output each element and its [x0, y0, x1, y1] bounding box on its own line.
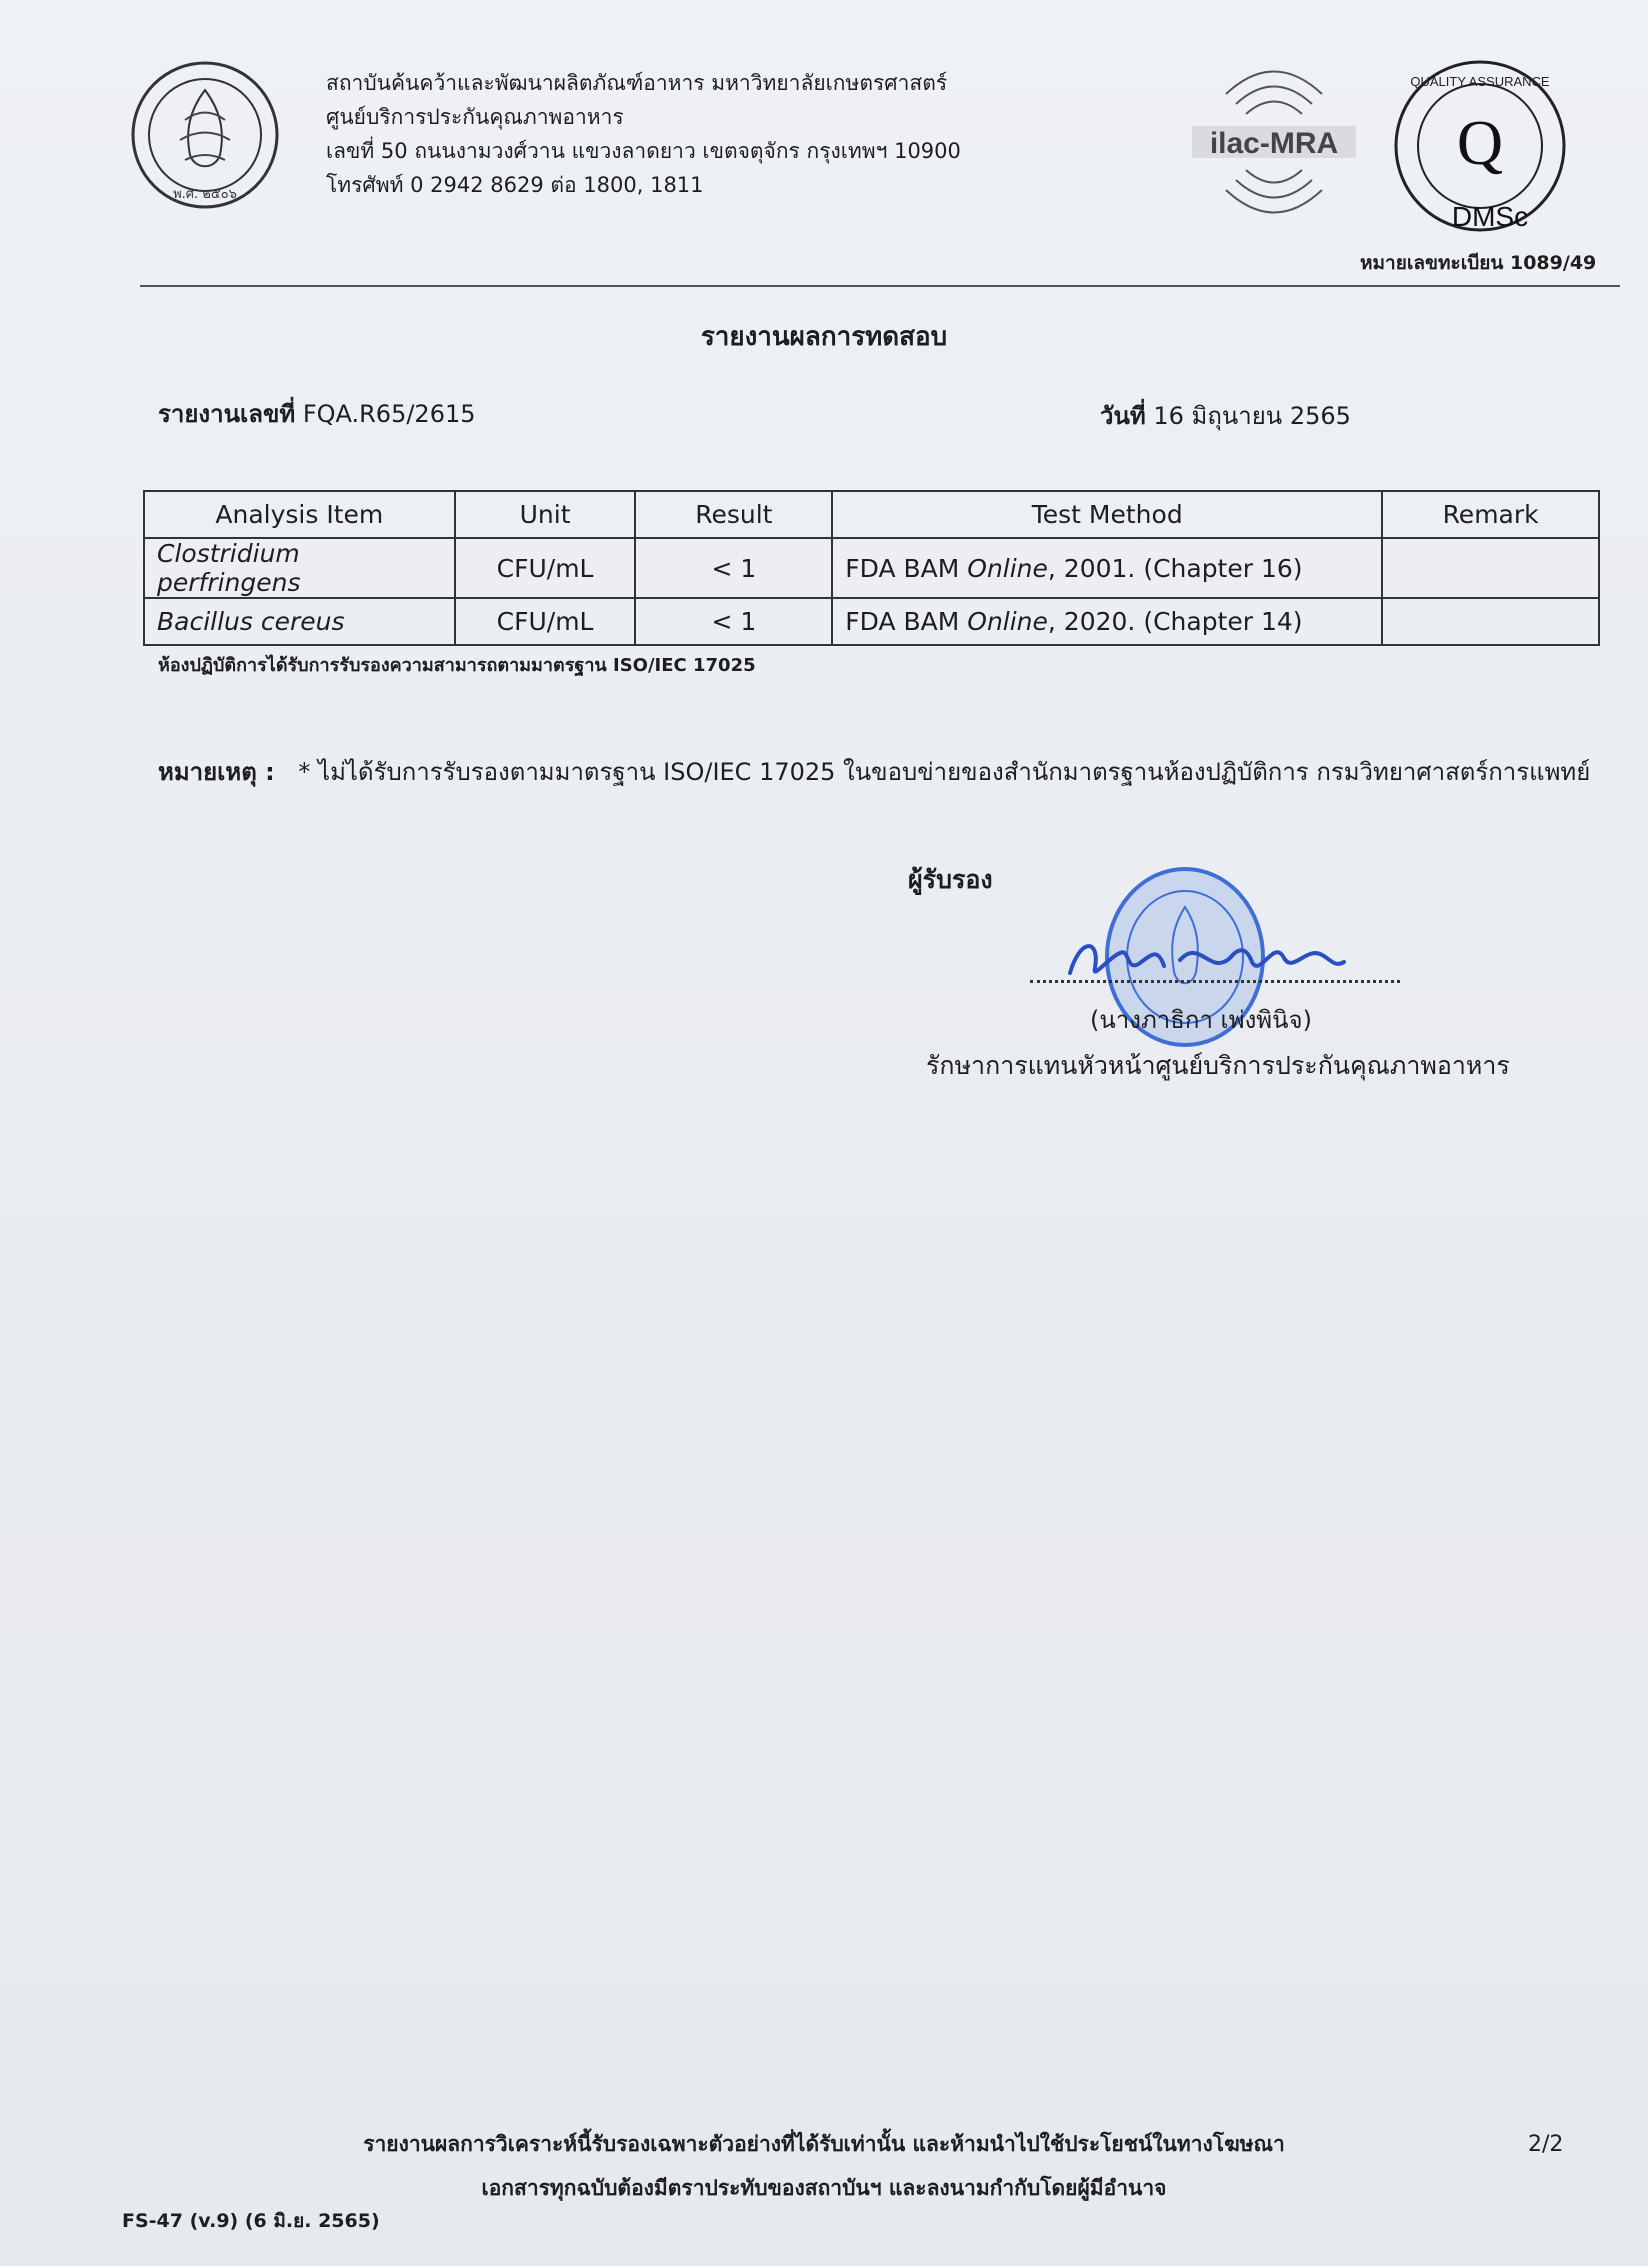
table-row: [144, 598, 1599, 645]
svg-text:QUALITY ASSURANCE: QUALITY ASSURANCE: [1410, 74, 1550, 89]
institute-address-block: [326, 66, 961, 202]
footer-disclaimer-2: เอกสารทุกฉบับต้องมีตราประทับของสถาบันฯ และลงนามกำกับโดยผู้มีอำนาจ: [481, 2176, 1167, 2200]
ilac-mra-logo: [1186, 54, 1362, 230]
header-unit: Unit: [455, 491, 636, 538]
signer-position: รักษาการแทนหัวหน้าศูนย์บริการประกันคุณภาพอาหาร: [926, 1051, 1510, 1080]
center-name: ศูนย์บริการประกันคุณภาพอาหาร: [326, 105, 624, 129]
header-remark: Remark: [1382, 491, 1599, 538]
report-number-label: รายงานเลขที่: [158, 400, 296, 428]
certifier-label: ผู้รับรอง: [908, 865, 993, 894]
result-cell: < 1: [635, 598, 832, 645]
svg-text:Q: Q: [1456, 107, 1504, 178]
remark-line: [158, 752, 1590, 791]
unit-cell: CFU/mL: [455, 538, 636, 598]
table-row: [144, 538, 1599, 598]
handwritten-signature: [1060, 918, 1350, 988]
remark-label: หมายเหตุ :: [158, 758, 275, 786]
address-line: เลขที่ 50 ถนนงามวงศ์วาน แขวงลาดยาว เขตจตุจักร กรุงเทพฯ 10900: [326, 139, 961, 163]
signature-line: [1030, 980, 1400, 983]
header-divider: [140, 285, 1620, 287]
dms-quality-assurance-logo: [1390, 56, 1570, 236]
footer-disclaimer-1: รายงานผลการวิเคราะห์นี้รับรองเฉพาะตัวอย่างที่ได้รับเท่านั้น และห้ามนำไปใช้ประโยชน์ในทางโฆษณา: [363, 2132, 1285, 2156]
test-method-cell: FDA BAM Online, 2001. (Chapter 16): [832, 538, 1382, 598]
analysis-item-cell: Bacillus cereus: [144, 598, 455, 645]
svg-text:พ.ศ. ๒๕๐๖: พ.ศ. ๒๕๐๖: [173, 187, 237, 202]
report-date: [1100, 396, 1351, 435]
header-analysis-item: Analysis Item: [144, 491, 455, 538]
institute-name: สถาบันค้นคว้าและพัฒนาผลิตภัณฑ์อาหาร มหาวิทยาลัยเกษตรศาสตร์: [326, 71, 948, 95]
table-header-row: [144, 491, 1599, 538]
analysis-item-cell: Clostridium perfringens: [144, 538, 455, 598]
remark-cell: [1382, 598, 1599, 645]
accreditation-note: ห้องปฏิบัติการได้รับการรับรองความสามารถตามมาตรฐาน ISO/IEC 17025: [158, 655, 756, 676]
header-test-method: Test Method: [832, 491, 1382, 538]
remark-text: * ไม่ได้รับการรับรองตามมาตรฐาน ISO/IEC 17025 ในขอบข่ายของสำนักมาตรฐานห้องปฏิบัติการ กรมวิทยาศาสตร์การแพทย์: [298, 758, 1591, 786]
svg-text:DMSc: DMSc: [1451, 201, 1529, 232]
form-number: FS-47 (v.9) (6 มิ.ย. 2565): [122, 2210, 380, 2232]
page-number: 2/2: [1528, 2132, 1564, 2157]
report-date-label: วันที่: [1100, 402, 1146, 430]
svg-text:ilac-MRA: ilac-MRA: [1209, 127, 1339, 160]
report-number: [158, 394, 476, 433]
test-method-cell: FDA BAM Online, 2020. (Chapter 14): [832, 598, 1382, 645]
report-title: รายงานผลการทดสอบ: [700, 322, 948, 352]
registration-number: หมายเลขทะเบียน 1089/49: [1360, 252, 1597, 274]
result-cell: < 1: [635, 538, 832, 598]
unit-cell: CFU/mL: [455, 598, 636, 645]
report-number-value: FQA.R65/2615: [302, 400, 476, 428]
remark-cell: [1382, 538, 1599, 598]
report-date-value: 16 มิถุนายน 2565: [1153, 402, 1351, 430]
header-result: Result: [635, 491, 832, 538]
university-seal-icon: [130, 60, 280, 210]
phone-line: โทรศัพท์ 0 2942 8629 ต่อ 1800, 1811: [326, 173, 704, 197]
results-table: [143, 490, 1600, 646]
signer-name: (นางภาธิกา เพ่งพินิจ): [1090, 1006, 1312, 1034]
